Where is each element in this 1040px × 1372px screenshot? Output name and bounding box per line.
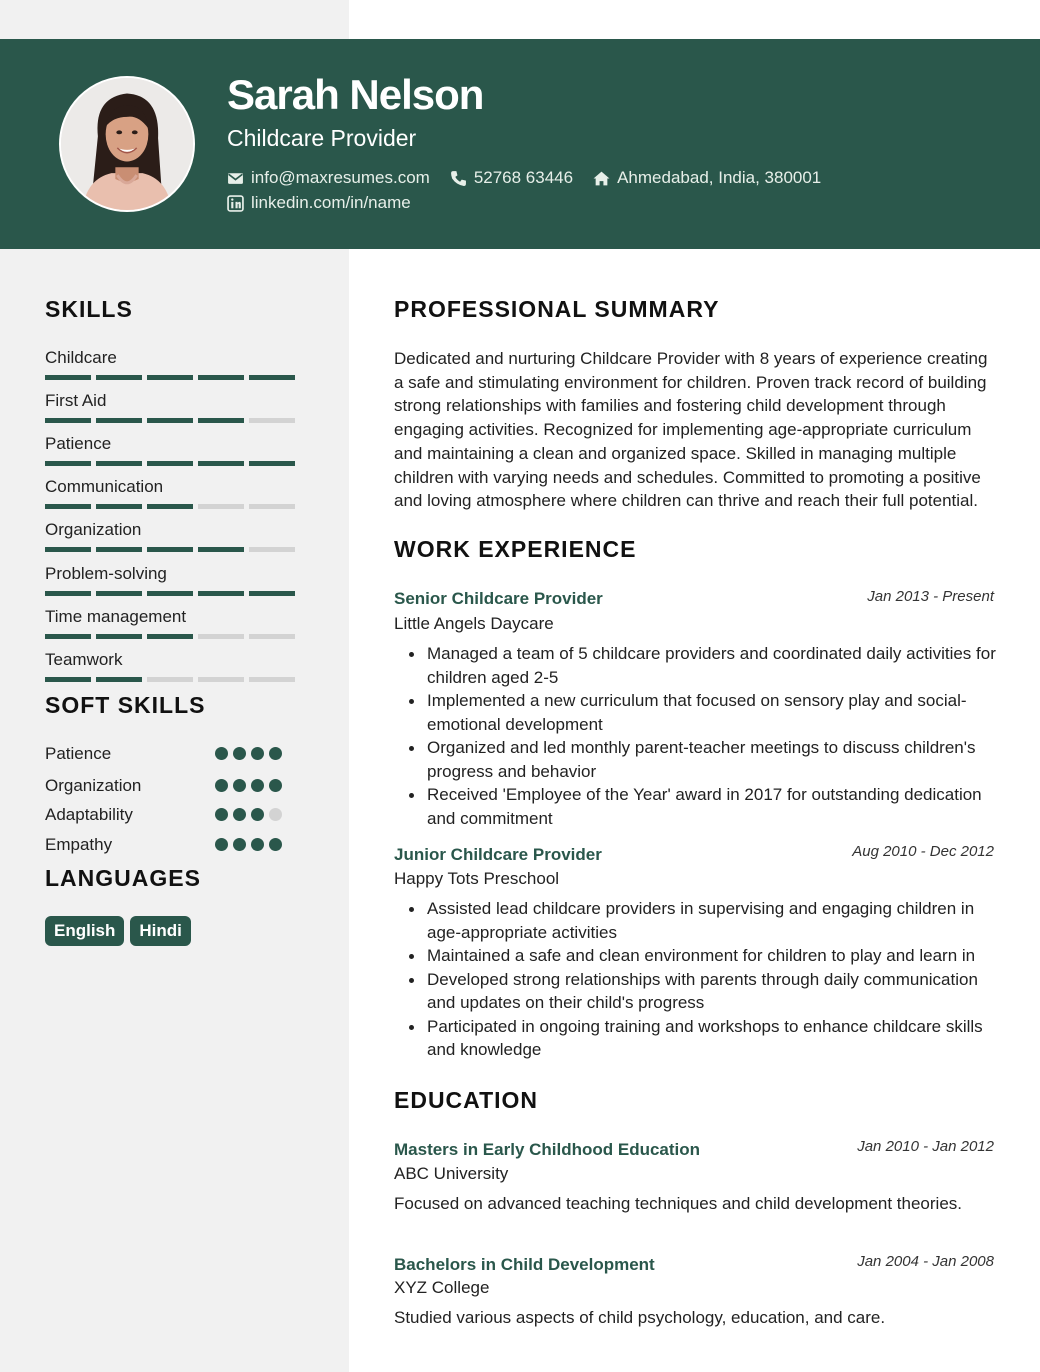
degree-dates: Jan 2010 - Jan 2012 [857, 1138, 994, 1155]
rating-dot [215, 779, 228, 792]
rating-dot [215, 838, 228, 851]
language-badge: English [45, 916, 124, 946]
skill-segment [147, 547, 193, 552]
job-dates: Aug 2010 - Dec 2012 [852, 843, 994, 860]
skill-bar [45, 418, 305, 423]
soft-skill-item [45, 805, 295, 827]
skill-segment [45, 677, 91, 682]
job-dates: Jan 2013 - Present [867, 588, 994, 605]
skill-segment [249, 418, 295, 423]
school-name: XYZ College [394, 1278, 490, 1297]
soft-skill-rating [215, 808, 282, 821]
skill-segment [198, 504, 244, 509]
skill-segment [198, 677, 244, 682]
skill-bar [45, 634, 305, 639]
avatar [59, 76, 195, 212]
skill-segment [45, 591, 91, 596]
soft-skill-label: Empathy [45, 835, 113, 854]
candidate-title: Childcare Provider [227, 125, 417, 151]
rating-dot [269, 838, 282, 851]
skill-segment [249, 634, 295, 639]
skill-segment [198, 375, 244, 380]
skill-segment [147, 461, 193, 466]
soft-skill-item [45, 835, 295, 857]
language-badge: Hindi [130, 916, 191, 946]
job-title: Junior Childcare Provider [394, 845, 602, 864]
contact-email[interactable] [227, 168, 430, 188]
skill-segment [147, 504, 193, 509]
skill-segment [147, 591, 193, 596]
skill-bar [45, 547, 305, 552]
skill-segment [198, 418, 244, 423]
school-name: ABC University [394, 1164, 509, 1183]
rating-dot [215, 808, 228, 821]
skill-label: Time management [45, 607, 187, 626]
soft-skill-item [45, 776, 295, 798]
skill-label: Communication [45, 477, 164, 496]
summary-text: Dedicated and nurturing Childcare Provider with 8 years of experience creating a safe and stimulating environment for children. Proven track record of building strong relationships with families and fostering child development through engaging activities. Recognized for implementing age-appropriate curriculum and maintaining a clean and organized space. Skilled in managing multiple children with varying needs and schedules. Committed to promoting a positive and loving atmosphere where children can thrive and reach their full potential. [394, 349, 988, 511]
rating-dot [251, 779, 264, 792]
skill-label: Patience [45, 434, 112, 453]
rating-dot [233, 808, 246, 821]
linkedin-text: linkedin.com/in/name [251, 193, 411, 212]
skill-segment [96, 591, 142, 596]
degree-dates: Jan 2004 - Jan 2008 [857, 1253, 994, 1270]
degree-title: Masters in Early Childhood Education [394, 1140, 701, 1159]
skill-segment [45, 547, 91, 552]
contact-linkedin[interactable] [227, 193, 411, 213]
list-item: Maintained a safe and clean environment for children to play and learn in [406, 944, 998, 968]
skill-segment [45, 375, 91, 380]
skill-segment [96, 418, 142, 423]
rating-dot [251, 747, 264, 760]
skill-bar [45, 504, 305, 509]
skill-segment [249, 591, 295, 596]
skill-segment [96, 547, 142, 552]
job-bullets [406, 897, 998, 1062]
rating-dot [215, 747, 228, 760]
skill-item [45, 520, 305, 552]
skill-label: First Aid [45, 391, 107, 410]
rating-dot [233, 779, 246, 792]
skill-segment [96, 634, 142, 639]
skill-item [45, 650, 305, 682]
skill-segment [249, 504, 295, 509]
contact-row [227, 168, 821, 188]
skill-segment [198, 591, 244, 596]
skill-segment [45, 634, 91, 639]
skill-segment [249, 461, 295, 466]
skill-segment [45, 461, 91, 466]
contact-row [227, 193, 411, 213]
soft-skill-label: Organization [45, 776, 142, 795]
list-item: Developed strong relationships with parents through daily communication and updates on their child's progress [406, 968, 998, 1015]
skill-item [45, 607, 305, 639]
list-item: Organized and led monthly parent-teacher meetings to discuss children's progress and behavior [406, 736, 998, 783]
skill-item [45, 391, 305, 423]
skill-segment [96, 375, 142, 380]
job-title: Senior Childcare Provider [394, 589, 603, 608]
phone-icon [450, 170, 467, 187]
contact-phone[interactable] [450, 168, 573, 188]
skills-heading: SKILLS [45, 296, 133, 322]
skill-label: Organization [45, 520, 142, 539]
skill-segment [96, 504, 142, 509]
education-heading: EDUCATION [394, 1087, 539, 1113]
rating-dot [269, 779, 282, 792]
rating-dot [269, 808, 282, 821]
phone-text: 52768 63446 [473, 168, 574, 187]
degree-description: Focused on advanced teaching techniques and child development theories. [394, 1194, 962, 1213]
location-text: Ahmedabad, India, 380001 [617, 168, 822, 187]
skill-segment [249, 375, 295, 380]
experience-heading: WORK EXPERIENCE [394, 536, 637, 562]
skill-item [45, 477, 305, 509]
skill-segment [147, 634, 193, 639]
home-icon [593, 170, 610, 187]
soft-skill-label: Adaptability [45, 805, 133, 824]
list-item: Managed a team of 5 childcare providers and coordinated daily activities for children aged 2-5 [406, 642, 998, 689]
soft-skills-heading: SOFT SKILLS [45, 692, 206, 718]
skill-bar [45, 461, 305, 466]
list-item: Participated in ongoing training and workshops to enhance childcare skills and knowledge [406, 1015, 998, 1062]
soft-skill-rating [215, 747, 282, 760]
skill-segment [45, 418, 91, 423]
skill-segment [96, 461, 142, 466]
job-bullets [406, 642, 998, 830]
list-item: Assisted lead childcare providers in supervising and engaging children in age-appropriate activities [406, 897, 998, 944]
job-company: Happy Tots Preschool [394, 869, 560, 888]
degree-description: Studied various aspects of child psychology, education, and care. [394, 1308, 886, 1327]
skill-segment [249, 677, 295, 682]
soft-skill-rating [215, 838, 282, 851]
envelope-icon [227, 170, 244, 187]
skill-item [45, 434, 305, 466]
rating-dot [251, 838, 264, 851]
skill-segment [96, 677, 142, 682]
skill-segment [147, 418, 193, 423]
list-item: Implemented a new curriculum that focused on sensory play and social-emotional development [406, 689, 998, 736]
rating-dot [251, 808, 264, 821]
list-item: Received 'Employee of the Year' award in 2017 for outstanding dedication and commitment [406, 783, 998, 830]
skill-segment [147, 677, 193, 682]
skill-label: Problem-solving [45, 564, 167, 583]
skill-item [45, 348, 305, 380]
soft-skill-item [45, 744, 295, 766]
skill-label: Teamwork [45, 650, 123, 669]
rating-dot [269, 747, 282, 760]
soft-skill-rating [215, 779, 282, 792]
skill-segment [198, 547, 244, 552]
job-company: Little Angels Daycare [394, 614, 554, 633]
skill-label: Childcare [45, 348, 117, 367]
skill-segment [45, 504, 91, 509]
candidate-name: Sarah Nelson [227, 71, 484, 118]
email-text: info@maxresumes.com [251, 168, 430, 187]
skill-item [45, 564, 305, 596]
skill-segment [198, 634, 244, 639]
skill-bar [45, 677, 305, 682]
skill-segment [147, 375, 193, 380]
linkedin-icon [227, 195, 244, 212]
rating-dot [233, 747, 246, 760]
skill-bar [45, 591, 305, 596]
degree-title: Bachelors in Child Development [394, 1255, 655, 1274]
rating-dot [233, 838, 246, 851]
language-list [45, 916, 191, 946]
skill-bar [45, 375, 305, 380]
resume-header [0, 39, 1040, 249]
languages-heading: LANGUAGES [45, 865, 201, 891]
soft-skill-label: Patience [45, 744, 112, 763]
skill-segment [249, 547, 295, 552]
summary-heading: PROFESSIONAL SUMMARY [394, 296, 720, 322]
skill-segment [198, 461, 244, 466]
contact-location [593, 168, 821, 188]
